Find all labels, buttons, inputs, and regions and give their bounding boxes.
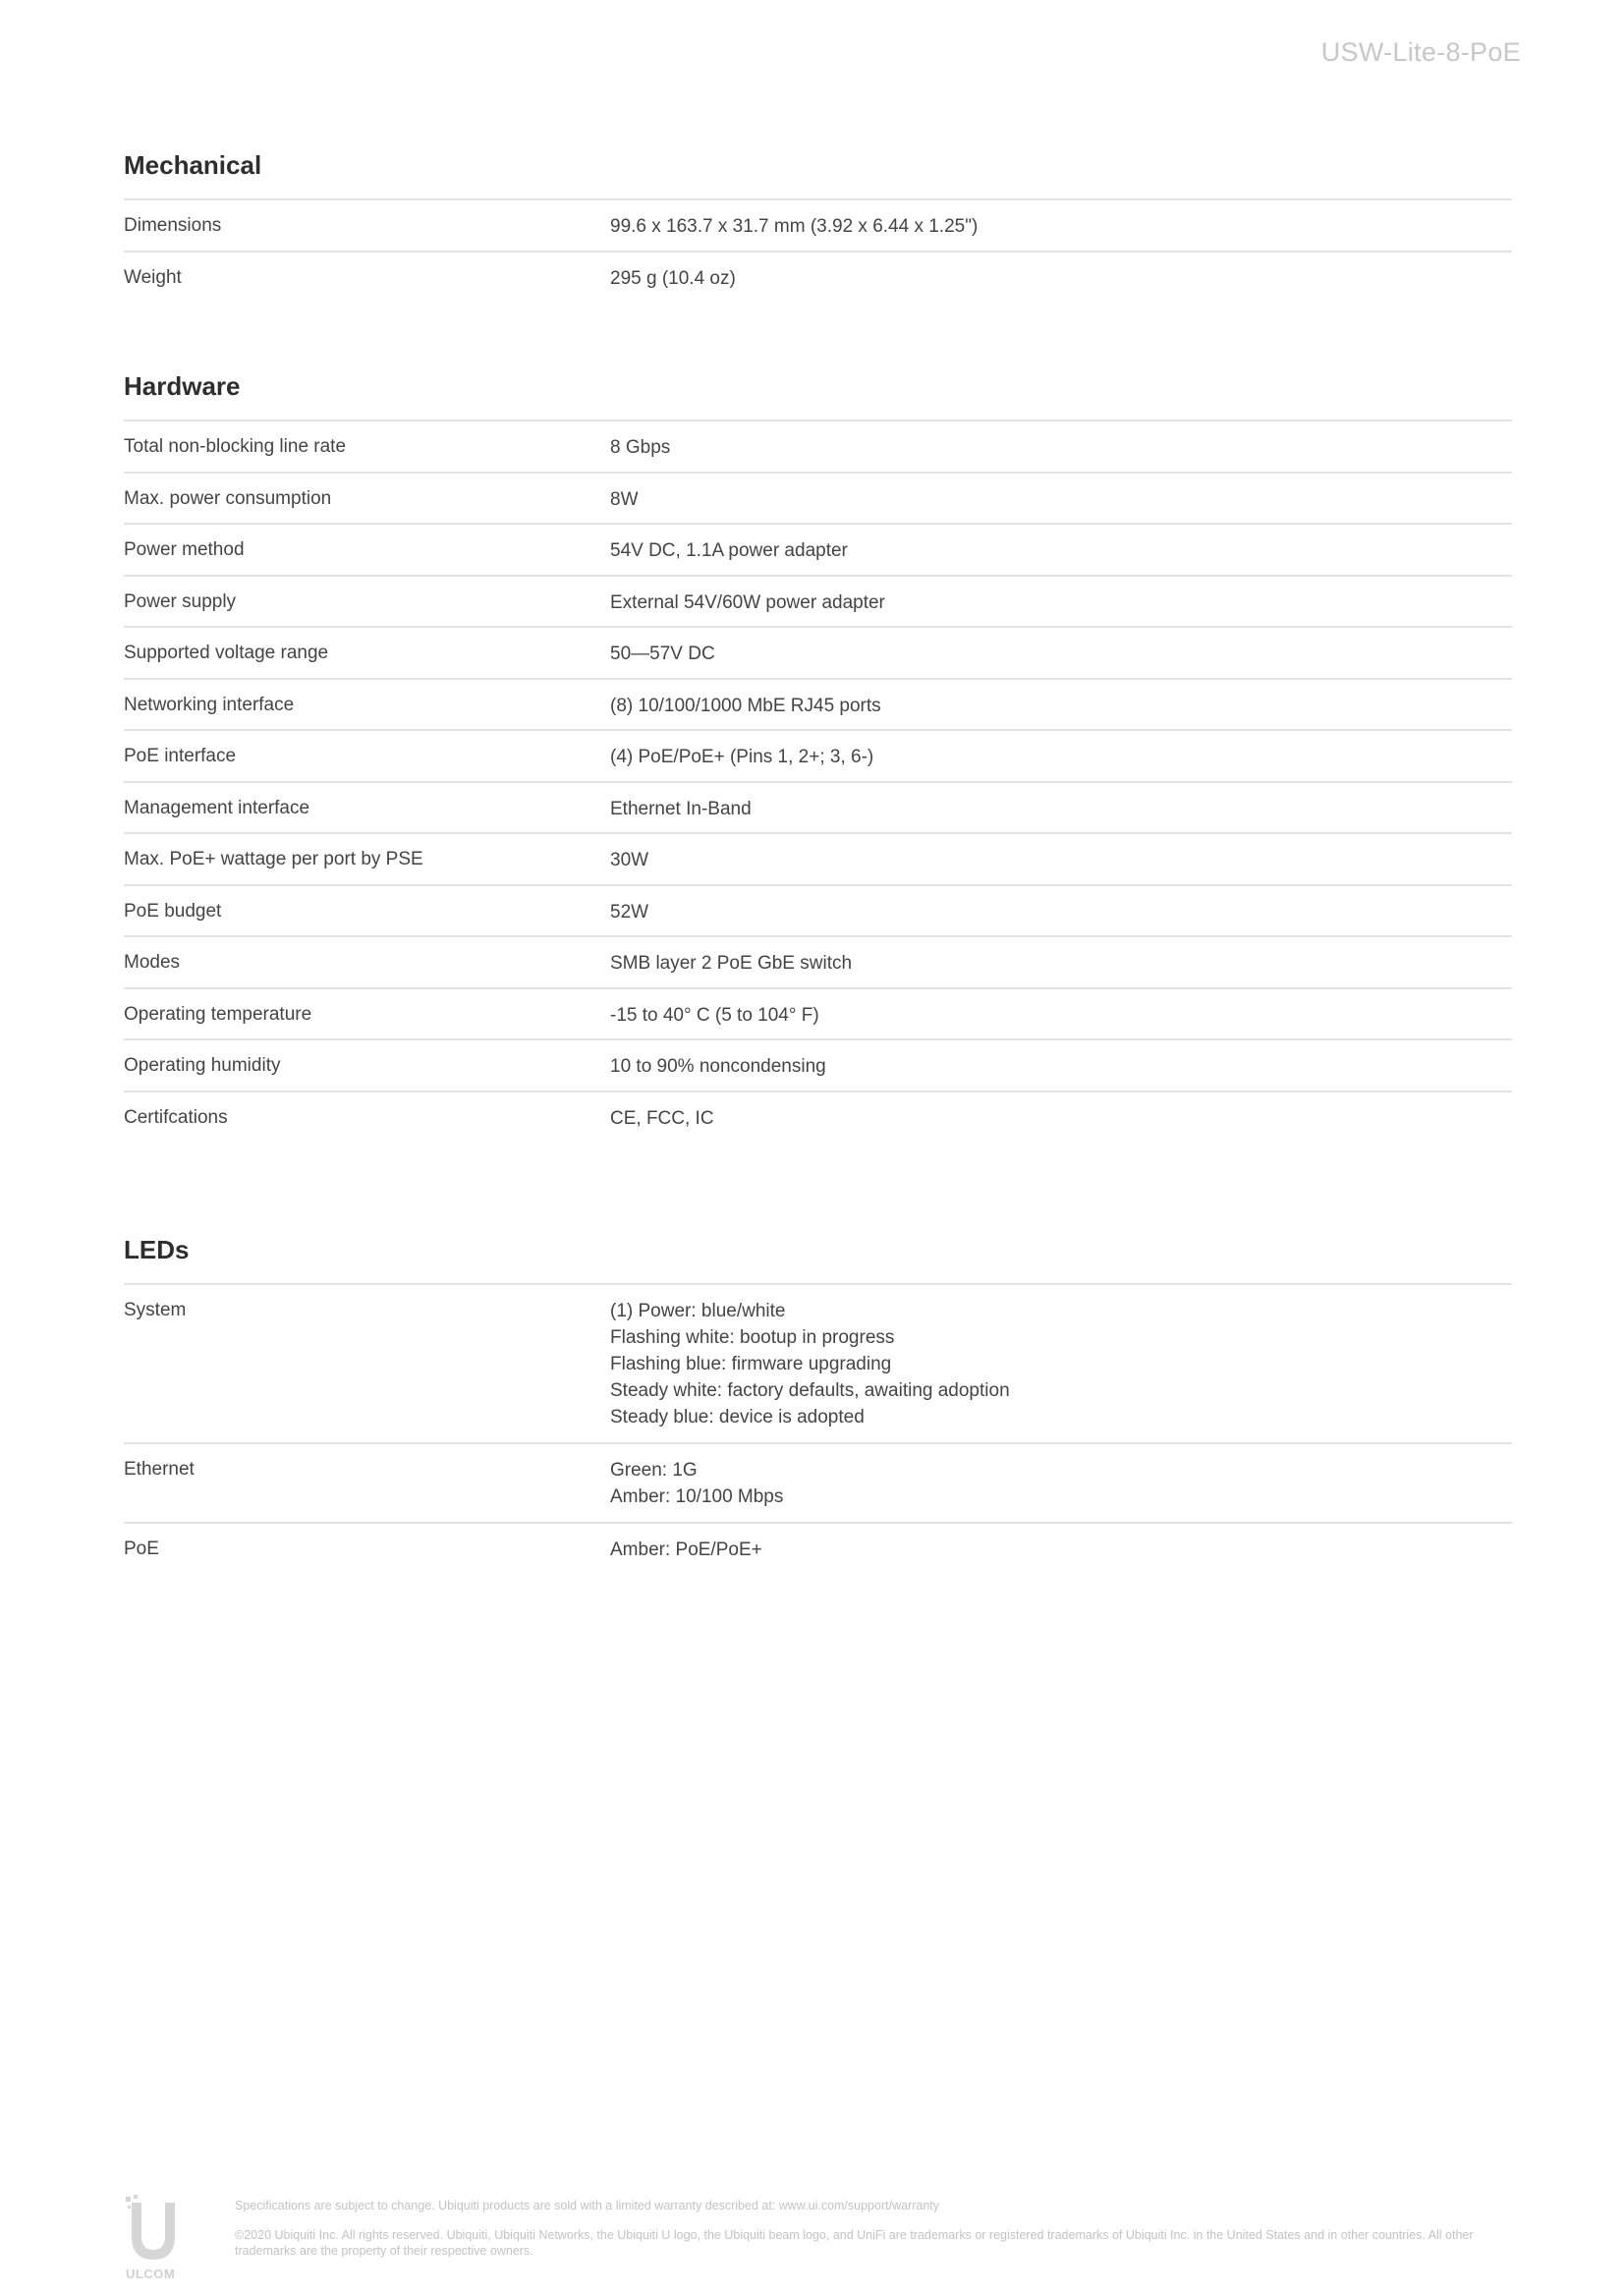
spec-label: Operating temperature <box>124 1003 312 1025</box>
spec-row <box>124 1040 1512 1092</box>
spec-value: External 54V/60W power adapter <box>610 591 885 613</box>
section-title-hardware: Hardware <box>124 371 241 401</box>
led-line: Green: 1G <box>610 1460 698 1481</box>
spec-row <box>124 474 1512 526</box>
section-title-leds: LEDs <box>124 1235 190 1264</box>
spec-row <box>124 1444 1512 1524</box>
spec-row <box>124 1285 1512 1444</box>
spec-row <box>124 252 1512 305</box>
spec-label: Operating humidity <box>124 1055 281 1076</box>
led-line: Steady white: factory defaults, awaiting adoption <box>610 1380 1010 1401</box>
spec-value: (4) PoE/PoE+ (Pins 1, 2+; 3, 6-) <box>610 747 874 767</box>
section-title-mechanical: Mechanical <box>124 150 262 180</box>
spec-label: Networking interface <box>124 694 295 715</box>
spec-value: Ethernet In-Band <box>610 798 752 819</box>
spec-label: Ethernet <box>124 1459 195 1480</box>
spec-value: SMB layer 2 PoE GbE switch <box>610 953 853 974</box>
spec-value: (8) 10/100/1000 MbE RJ45 ports <box>610 695 881 716</box>
hardware-section <box>124 368 1512 1144</box>
spec-value: 30W <box>610 850 649 870</box>
footer-disclaimer <box>235 2198 1512 2272</box>
spec-value: 99.6 x 163.7 x 31.7 mm (3.92 x 6.44 x 1.25") <box>610 216 979 237</box>
spec-value <box>610 1444 1512 1510</box>
spec-label: Total non-blocking line rate <box>124 436 347 457</box>
spec-label: PoE interface <box>124 746 237 766</box>
led-line: Steady blue: device is adopted <box>610 1407 865 1427</box>
spec-label: Management interface <box>124 797 310 818</box>
spec-value: CE, FCC, IC <box>610 1107 714 1129</box>
ubiquiti-u-logo-icon <box>124 2193 183 2267</box>
spec-row <box>124 886 1512 938</box>
led-line: Amber: 10/100 Mbps <box>610 1486 784 1507</box>
spec-row <box>124 577 1512 629</box>
led-line: Flashing white: bootup in progress <box>610 1327 895 1348</box>
spec-row <box>124 200 1512 252</box>
spec-value: 52W <box>610 901 649 923</box>
spec-row <box>124 783 1512 835</box>
spec-label: Max. PoE+ wattage per port by PSE <box>124 849 423 869</box>
spec-row <box>124 628 1512 680</box>
spec-row <box>124 731 1512 783</box>
product-name: USW-Lite-8-PoE <box>1320 37 1521 67</box>
spec-value <box>610 1524 1512 1563</box>
footer-warranty-text: Specifications are subject to change. Ubiquiti products are sold with a limited warranty described at: www.ui.com/support/warranty <box>235 2199 940 2212</box>
spec-row <box>124 1092 1512 1145</box>
footer-copyright-text: ©2020 Ubiquiti Inc. All rights reserved. Ubiquiti, Ubiquiti Networks, the Ubiquiti U logo, the Ubiquiti beam logo, and UniFi are trademarks or registered trademarks of Ubiquiti Inc. in the United States and in other countries. All other trademarks are the property of their respective owners. <box>235 2228 1474 2258</box>
led-line: (1) Power: blue/white <box>610 1301 786 1321</box>
spec-label: PoE <box>124 1539 159 1559</box>
led-line: Amber: PoE/PoE+ <box>610 1539 762 1560</box>
spec-row <box>124 834 1512 886</box>
spec-table-leds <box>124 1283 1512 1575</box>
spec-label: Supported voltage range <box>124 643 329 663</box>
ubiquiti-logo-icon <box>124 2193 183 2281</box>
leds-section <box>124 1232 1512 1575</box>
spec-label: Max. power consumption <box>124 487 332 509</box>
spec-label: Certifcations <box>124 1106 228 1128</box>
spec-label: Modes <box>124 952 181 973</box>
spec-value: 10 to 90% noncondensing <box>610 1056 826 1077</box>
spec-value: 8 Gbps <box>610 437 671 458</box>
spec-label: Power method <box>124 539 245 560</box>
spec-value: -15 to 40° C (5 to 104° F) <box>610 1004 819 1026</box>
spec-value: 295 g (10.4 oz) <box>610 267 736 289</box>
spec-row <box>124 525 1512 577</box>
logo-wordmark: ULCOM <box>126 2267 176 2281</box>
spec-label: PoE budget <box>124 900 222 922</box>
spec-value: 8W <box>610 488 639 510</box>
spec-value: 50—57V DC <box>610 644 715 664</box>
spec-label: Power supply <box>124 590 237 612</box>
spec-label: Dimensions <box>124 215 222 236</box>
spec-value <box>610 1285 1512 1430</box>
spec-label: System <box>124 1300 187 1320</box>
spec-row <box>124 421 1512 474</box>
spec-row <box>124 937 1512 989</box>
spec-label: Weight <box>124 266 182 288</box>
spec-row <box>124 680 1512 732</box>
mechanical-section <box>124 147 1512 304</box>
led-line: Flashing blue: firmware upgrading <box>610 1354 892 1374</box>
spec-row <box>124 1524 1512 1575</box>
spec-table-hardware <box>124 420 1512 1144</box>
spec-value: 54V DC, 1.1A power adapter <box>610 540 848 561</box>
spec-row <box>124 989 1512 1041</box>
spec-table-mechanical <box>124 198 1512 304</box>
